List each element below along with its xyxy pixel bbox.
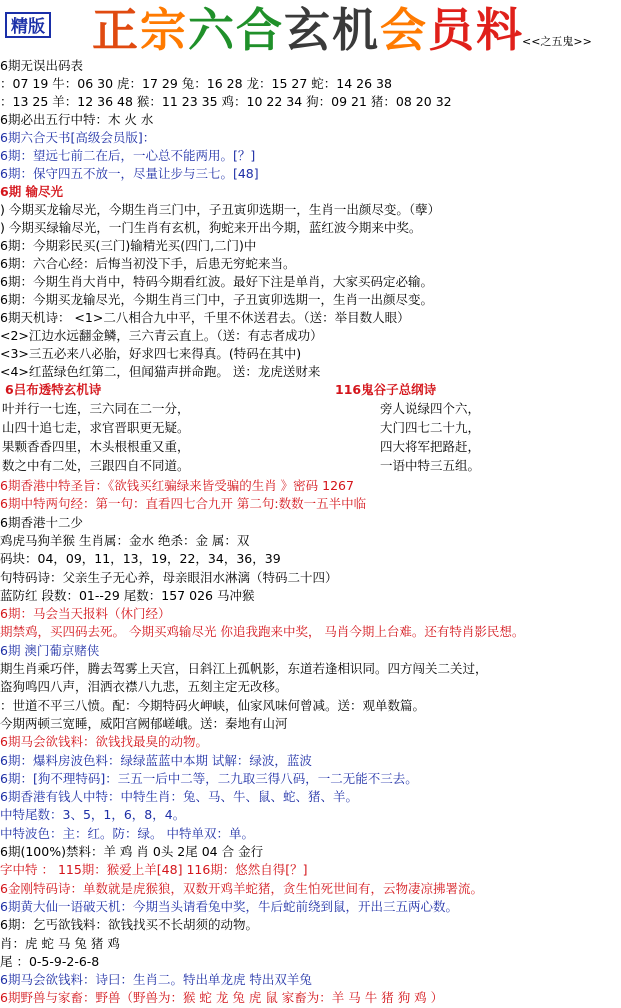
title-char: 合 [236, 3, 284, 57]
text-line: 6金刚特码诗：单数就是虎猴狼，双数开鸡羊蛇猪，贪生怕死世间有，云物凄凉拂署流。 [0, 880, 483, 896]
title-char: 料 [476, 3, 524, 57]
poem-line: 叶并行一七连，三六同在二一分， [2, 401, 190, 416]
text-line: 今期两顿三宽睡，威阳宫阙郁嵯峨。送：秦地有山河 [0, 715, 288, 731]
text-line: 字中特 ： 115期：猴爱上羊[48] 116期：悠然自得[？] [0, 862, 308, 878]
text-line: 6期：今期生肖大肖中，特码今期看红波。最好下注是单肖，大家买码定必输。 [0, 274, 433, 289]
text-line: 6期六合天书[高级会员版]： [0, 130, 156, 145]
text-line: 句特码诗：父亲生子无心养，母亲眼泪水淋漓（特码二十四） [0, 569, 338, 585]
text-line: 中特波色：主：红。防：绿。 中特单双：单。 [0, 825, 254, 841]
text-line: 6期黄大仙一语破天机：今期当头请看兔中奖，牛后蛇前绕到鼠，开出三五两心数。 [0, 898, 458, 914]
text-line: 6期：今期彩民买(三门)输精光买(四门,二门)中 [0, 238, 257, 253]
poem-left-title: 6吕布透特玄机诗 [5, 382, 102, 397]
title-char: 机 [332, 3, 380, 57]
text-line: ) 今期买绿输尽光，一门生肖有玄机，狗蛇来开出今期，蓝红波今期来中奖。 [0, 220, 422, 235]
text-line: 6期：保守四五不放一，尽量让步与三七。[48] [0, 166, 259, 181]
text-line: ：世道不平三八愤。配：今期特码火岬峡，仙家风味何曾减。送：观单数篇。 [0, 697, 426, 713]
page-title [92, 2, 524, 58]
text-line: 尾 ：0-5-9-2-6-8 [0, 953, 100, 969]
text-line: 6期必出五行中特：木 火 水 [0, 112, 154, 127]
text-line: <2>江边水远翻金鳞，三六青云直上。（送：有志者成功） [0, 328, 323, 343]
poem-line: 一语中特三五组。 [380, 458, 481, 473]
page-subtitle: <<之五鬼>> [522, 35, 592, 48]
text-line: 期生肖乘巧伴，腾去驾雾上天宫，日斜江上孤帆影，东道若逢相识同。四方闯关二关过， [0, 661, 488, 676]
text-line: 6期中特两句经：第一句：直看四七合九开 第二句:数数一五半中临 [0, 496, 367, 512]
text-line: 6期：今期买龙输尽光，今期生肖三门中，子丑寅卯选期一，生肖一出颜尽变。 [0, 292, 433, 307]
text-line: 6期香港中特圣旨：《欲钱买红骗绿来皆受骗的生肖 》密码 1267 [0, 478, 354, 493]
poem-line: 大门四七二十九， [380, 420, 481, 435]
poem-right-title: 116鬼谷子总纲诗 [335, 382, 437, 397]
text-line: 肖：虎 蛇 马 兔 猪 鸡 [0, 935, 120, 951]
title-char: 宗 [140, 3, 188, 57]
title-char: 正 [92, 3, 140, 57]
poem-line: 四大将军把路赶， [380, 439, 481, 454]
text-line: 6期天机诗： <1>二八相合九中平，千里不休送君去。（送：举目数人眼） [0, 310, 410, 325]
text-line: 6期香港有钱人中特：中特生肖：兔、马、牛、鼠、蛇、猪、羊。 [0, 789, 358, 805]
text-line: ：07 19 牛：06 30 虎：17 29 兔：16 28 龙：15 27 蛇：14 26 38 [0, 76, 392, 91]
text-line: 6期马会欲钱料：诗曰：生肖二。特出单龙虎 特出双羊兔 [0, 972, 312, 988]
text-line: 中特尾数：3、5，1，6，8，4。 [0, 807, 186, 823]
text-line: 6期：乞丐欲钱料：欲钱找买不长胡须的动物。 [0, 917, 258, 933]
text-line: 6期无误出码表 [0, 58, 83, 73]
text-line: 鸡虎马狗羊猴 生肖属：金水 绝杀：金 属：双 [0, 532, 250, 548]
text-line: 6期马会欲钱料：欲钱找最臭的动物。 [0, 734, 208, 750]
text-line: 6期香港十二少 [0, 514, 83, 530]
text-line: <3>三五必来八必胎，好求四七来得真。(特码在其中) [0, 346, 302, 361]
text-line: 6期：马会当天报料（休门经） [0, 606, 171, 622]
poem-line: 旁人说绿四个六， [380, 401, 481, 416]
text-line: 6期：望远七前二在后，一心总不能两用。[？] [0, 148, 256, 163]
text-line: 6期：六合心经：后悔当初没下手，后患无穷蛇来当。 [0, 256, 296, 271]
text-line: ：13 25 羊：12 36 48 猴：11 23 35 鸡：10 22 34 狗：09 21 猪：08 20 32 [0, 94, 452, 109]
poem-line: 数之中有二处，三跟四自不同道。 [2, 458, 190, 473]
text-line: 6期：[狗不理特码]：三五一后中二等，二九取三得八码，一二无能不三去。 [0, 770, 418, 786]
text-line: 码块：04，09，11，13，19，22，34，36，39 [0, 551, 281, 567]
title-char: 六 [188, 3, 236, 57]
text-line: ) 今期买龙输尽光，今期生肖三门中，子丑寅卯选期一，生肖一出颜尽变。（孽） [0, 202, 441, 217]
text-line: 6期 输尽光 [0, 184, 64, 199]
poem-line: 果颗香香四里，木头根根重又重， [2, 439, 190, 454]
title-char: 会 [380, 3, 428, 57]
text-line: 盗狗鸣四八声，泪洒衣襟八九悲，五刻主定无改移。 [0, 679, 288, 695]
text-line: 期禁鸡，买四码去死。 今期买鸡输尽光 你追我跑来中奖， 马肖今期上台难。还有特肖影民想。 [0, 624, 525, 640]
title-char: 玄 [284, 3, 332, 57]
edition-badge: 精版 [5, 12, 51, 38]
poem-line: 山四十追七走，求官晋职更无疑。 [2, 420, 190, 435]
text-line: 6期：爆料房波色料：绿绿蓝蓝中本期 试解：绿波，蓝波 [0, 752, 312, 768]
text-line: 6期 澳门葡京赌侠 [0, 642, 100, 658]
text-line: 6期野兽与家畜：野兽（野兽为：猴 蛇 龙 兔 虎 鼠 家畜为：羊 马 牛 猪 狗 鸡 ） [0, 990, 444, 1006]
text-line: 蓝防红 段数：01--29 尾数：157 026 马冲猴 [0, 587, 255, 603]
text-line: 6期(100%)禁料：羊 鸡 肖 0头 2尾 04 合 金行 [0, 844, 264, 859]
text-line: <4>红蓝绿色红第二，但闻猫声拼命跑。 送：龙虎送财来 [0, 364, 321, 379]
title-char: 员 [428, 3, 476, 57]
